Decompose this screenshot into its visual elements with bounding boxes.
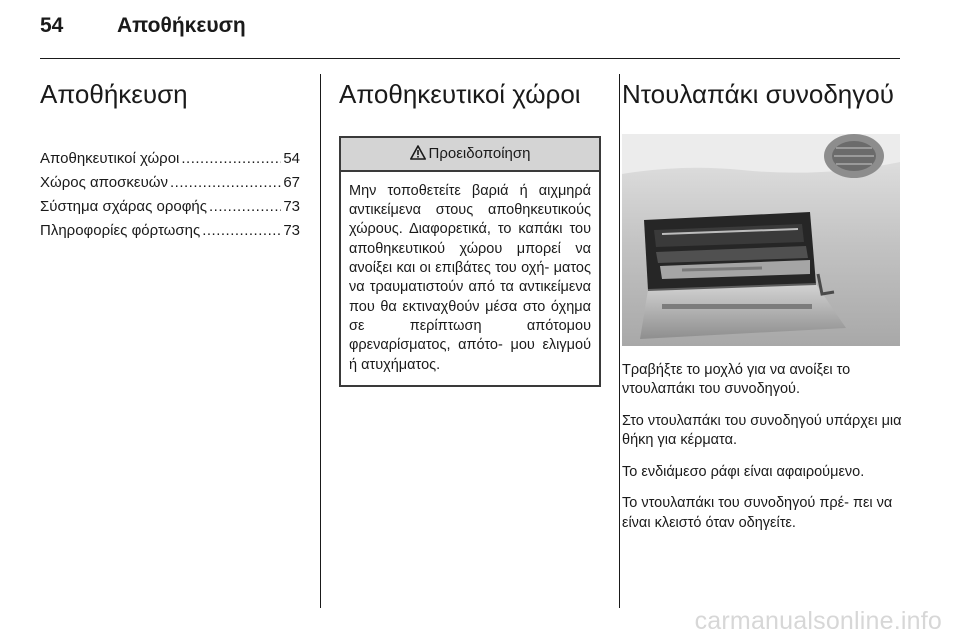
chapter-column [40,80,300,243]
warning-title: Προειδοποίηση [428,144,531,162]
warning-triangle-icon [410,140,426,172]
toc-entry-page: 73 [283,197,300,215]
warning-box [339,136,601,387]
toc-leader-dots [181,147,281,171]
toc-entry-page: 54 [283,149,300,167]
toc-leader-dots [202,219,281,243]
glovebox-paragraph: Τραβήξτε το μοχλό για να ανοίξει το ντουλαπάκι του συνοδηγού. [622,361,851,398]
glovebox-paragraph: Στο ντουλαπάκι του συνοδηγού υπάρχει μια θήκη για κέρματα. [622,412,902,449]
running-header-title: Αποθήκευση [117,14,246,37]
toc-entry[interactable] [40,147,300,171]
watermark: carmanualsonline.info [694,607,942,635]
glovebox-column [622,80,902,533]
storage-compartments-column [339,80,601,387]
toc-entry-label: Πληροφορίες φόρτωσης [40,221,201,239]
page-number: 54 [40,14,64,37]
column-divider-left [320,74,321,608]
toc-entry-page: 67 [283,173,300,191]
column-divider-right [619,74,620,608]
glovebox-paragraph: Το ενδιάμεσο ράφι είναι αφαιρούμενο. [622,463,865,480]
table-of-contents [40,147,300,243]
toc-leader-dots [170,171,281,195]
toc-entry[interactable] [40,195,300,219]
chapter-heading: Αποθήκευση [40,79,188,109]
toc-entry[interactable] [40,219,300,243]
section-heading: Ντουλαπάκι συνοδηγού [622,79,894,109]
toc-entry-label: Αποθηκευτικοί χώροι [40,149,180,167]
glovebox-photo [622,134,900,346]
section-heading: Αποθηκευτικοί χώροι [339,79,581,109]
header-rule [40,58,900,59]
warning-header [341,138,599,172]
toc-entry-label: Χώρος αποσκευών [40,173,168,191]
toc-entry-page: 73 [283,221,300,239]
toc-leader-dots [209,195,281,219]
toc-entry[interactable] [40,171,300,195]
toc-entry-label: Σύστημα σχάρας οροφής [40,197,207,215]
warning-text: Μην τοποθετείτε βαριά ή αιχμηρά αντικείμενα στους αποθηκευτικούς χώρους. Διαφορετικά, το καπάκι του αποθηκευτικού χώρου μπορεί να ανοίξει και οι επιβάτες του οχή- ματος να τραυματιστούν από τα αντικείμενα που θα εκτιναχθούν μέσα στο όχημα σε περίπτωση απότομου φρεναρίσματος, απότο- μου ελιγμού ή ατυχήματος. [349,182,591,373]
glovebox-paragraph: Το ντουλαπάκι του συνοδηγού πρέ- πει να είναι κλειστό όταν οδηγείτε. [622,495,893,531]
